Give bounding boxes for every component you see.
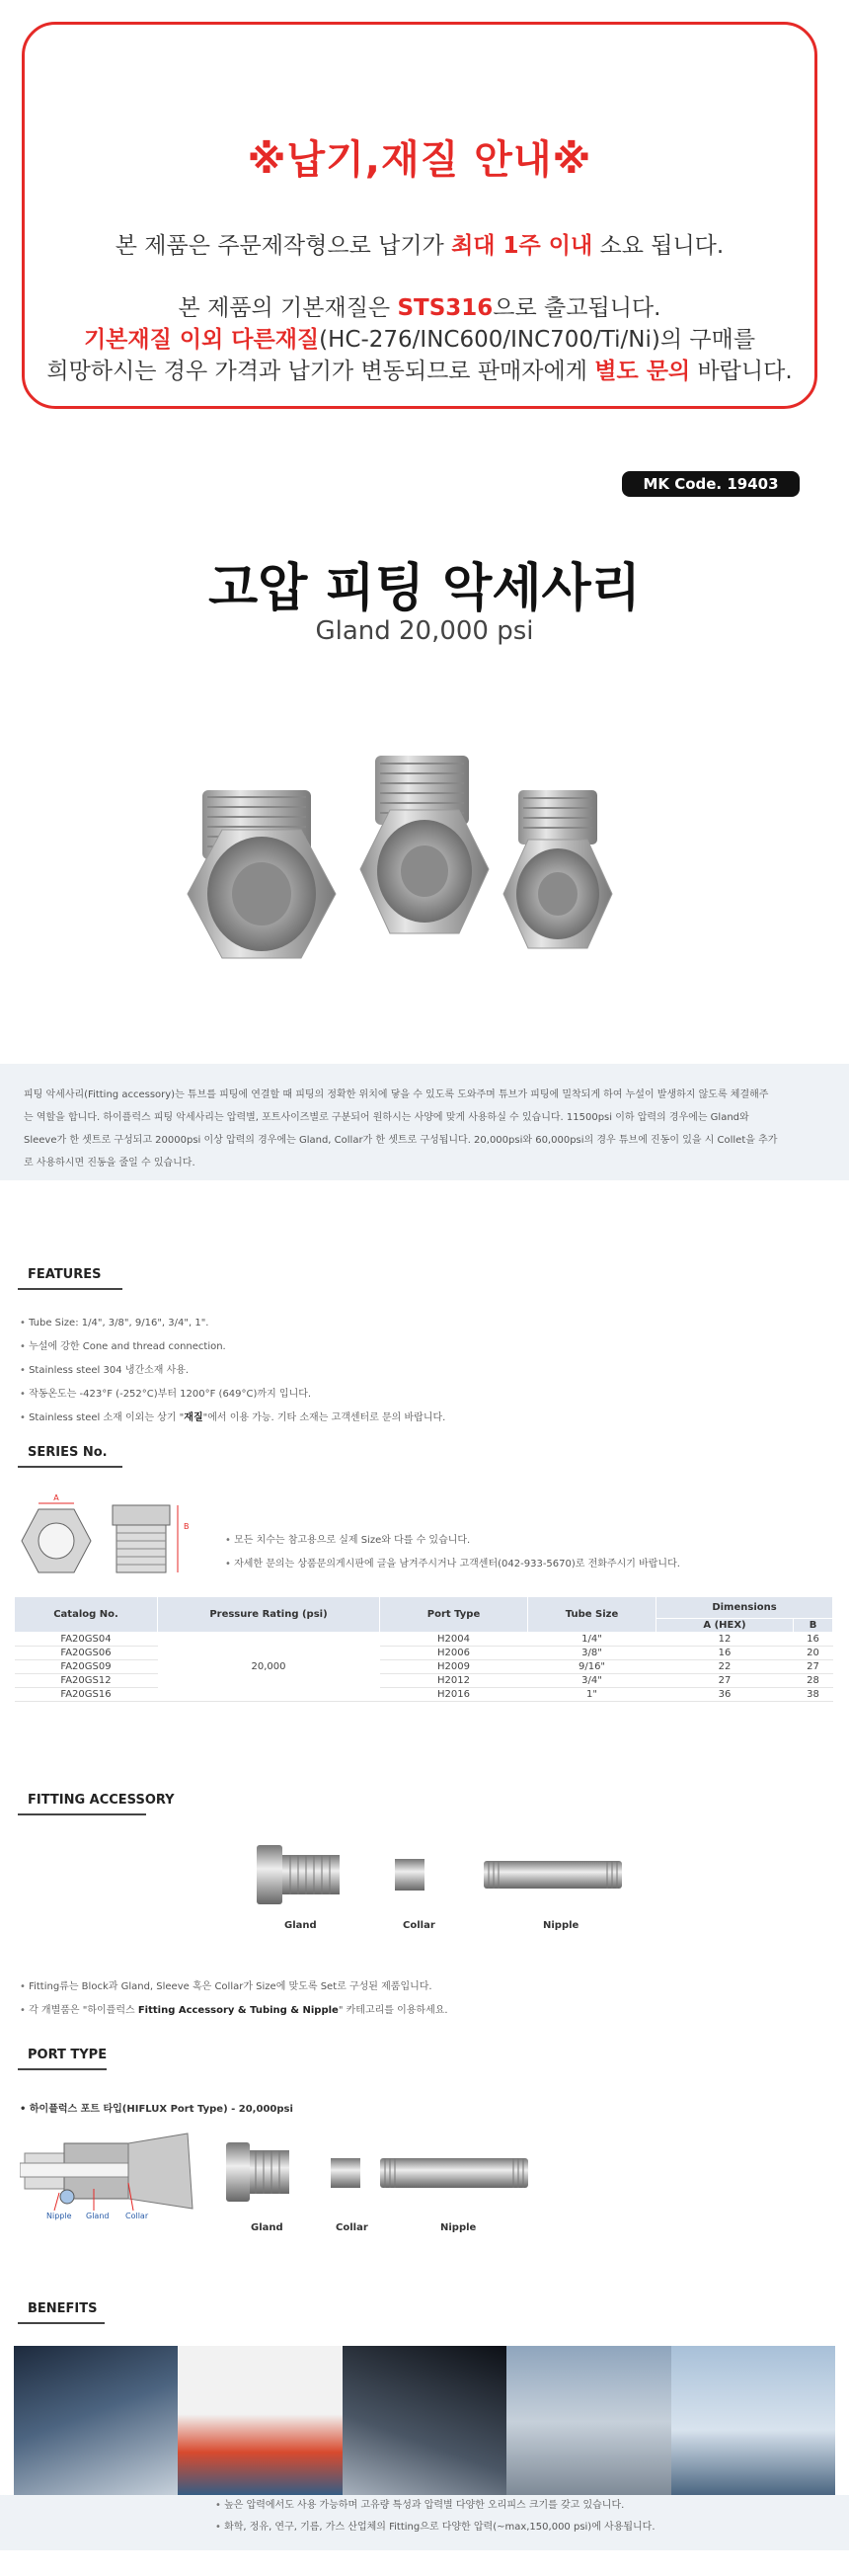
table-row: FA20GS16 H2016 1" 36 38 bbox=[15, 1688, 833, 1702]
series-table bbox=[14, 1596, 833, 1702]
accessory-caption-collar: Collar bbox=[403, 1920, 435, 1931]
plant-photo bbox=[506, 2346, 670, 2498]
oil-rig-photo bbox=[671, 2346, 835, 2498]
col-pressure: Pressure Rating (psi) bbox=[158, 1597, 380, 1633]
collar-part bbox=[395, 1859, 424, 1891]
mk-code-badge: MK Code. 19403 bbox=[622, 471, 800, 497]
list-item: • 누설에 강한 Cone and thread connection. bbox=[20, 1335, 445, 1359]
port-parts-illustration bbox=[222, 2138, 538, 2217]
gland-dimension-drawing bbox=[14, 1491, 192, 1590]
notice-title: ※납기,재질 안내※ bbox=[247, 137, 592, 183]
list-item: • 높은 압력에서도 사용 가능하며 고유량 특성과 압력별 다양한 오리피스 크기를 갖고 있습니다. bbox=[215, 2495, 656, 2517]
notice-line-1: 본 제품은 주문제작형으로 납기가 최대 1주 이내 소요 됩니다. bbox=[115, 233, 725, 259]
list-item: • 각 개별품은 "하이플럭스 Fitting Accessory & Tubing & Nipple" 카테고리를 이용하세요. bbox=[20, 1999, 448, 2023]
gland-part bbox=[226, 2142, 289, 2202]
intro-paragraph: 피팅 악세사리(Fitting accessory)는 튜브를 피팅에 연결할 때 피팅의 정확한 위치에 닿을 수 있도록 도와주며 튜브가 피팅에 밀착되게 하여 누설이 발생하지 않도록 체결해주 는 역할을 합니다. 하이플럭스 피팅 악세사리는 압력별, 포트사이즈별로 구분되어 원하시는 사양에 맞게 사용하실 수 있습니다. 11500psi 이하 압력의 경우에는 Gland와 Sleeve가 한 셋트로 구성되고 20000psi 이상 압력의 경우에는 Gland, Collar가 한 셋트로 구성됩니다. 20,000psi와 60,000psi의 경우 튜브에 진동이 있을 시 Collet을 추가 로 사용하시면 진동을 줄일 수 있습니다. bbox=[0, 1064, 849, 1180]
col-port: Port Type bbox=[380, 1597, 528, 1633]
notice-line-2: 본 제품의 기본재질은 STS316으로 출고됩니다. bbox=[178, 295, 661, 321]
gland-medium bbox=[360, 756, 489, 933]
benefits-heading: BENEFITS bbox=[28, 2301, 98, 2316]
accessory-heading: FITTING ACCESSORY bbox=[28, 1793, 175, 1808]
table-row: FA20GS12 H2012 3/4" 27 28 bbox=[15, 1674, 833, 1688]
accessory-notes bbox=[20, 1975, 448, 2023]
page-subtitle: Gland 20,000 psi bbox=[315, 616, 534, 646]
port-rule bbox=[18, 2068, 107, 2070]
benefits-rule bbox=[18, 2322, 105, 2324]
port-caption-nipple: Nipple bbox=[440, 2222, 477, 2233]
port-section-drawing bbox=[20, 2124, 207, 2222]
accessory-caption-gland: Gland bbox=[284, 1920, 317, 1931]
features-heading: FEATURES bbox=[28, 1267, 102, 1282]
dimension-b-label: B bbox=[184, 1522, 190, 1531]
page-title: 고압 피팅 악세사리 bbox=[207, 559, 642, 618]
series-notes bbox=[225, 1529, 680, 1576]
port-heading: PORT TYPE bbox=[28, 2048, 108, 2062]
notice-line-4: 희망하시는 경우 가격과 납기가 변동되므로 판매자에게 별도 문의 바랍니다. bbox=[46, 359, 793, 384]
port-caption-gland: Gland bbox=[251, 2222, 283, 2233]
notice-line-3: 기본재질 이외 다른재질(HC-276/INC600/INC700/Ti/Ni)의 구매를 bbox=[83, 327, 756, 353]
list-item: • Stainless steel 소재 이외는 상기 "재질"에서 이용 가능. 기타 소재는 고객센터로 문의 바랍니다. bbox=[20, 1407, 445, 1430]
col-dimensions: Dimensions bbox=[656, 1597, 833, 1619]
list-item: • Tube Size: 1/4", 3/8", 9/16", 3/4", 1". bbox=[20, 1312, 445, 1335]
list-item: • 작동온도는 -423°F (-252°C)부터 1200°F (649°C)까지 입니다. bbox=[20, 1383, 445, 1407]
features-list bbox=[20, 1312, 445, 1430]
col-b: B bbox=[794, 1619, 833, 1633]
table-row: FA20GS06 H2006 3/8" 16 20 bbox=[15, 1647, 833, 1660]
pressure-cell: 20,000 bbox=[158, 1633, 380, 1702]
nipple-part bbox=[380, 2158, 528, 2188]
dimension-a-label: A bbox=[53, 1493, 59, 1502]
port-caption-collar: Collar bbox=[336, 2222, 368, 2233]
table-row: FA20GS09 H2009 9/16" 22 27 bbox=[15, 1660, 833, 1674]
chemistry-photo bbox=[178, 2346, 342, 2498]
port-label-collar: Collar bbox=[125, 2212, 149, 2220]
col-tube: Tube Size bbox=[528, 1597, 656, 1633]
splash-photo bbox=[343, 2346, 506, 2498]
gland-large bbox=[188, 790, 336, 958]
list-item: • 화학, 정유, 연구, 기름, 가스 산업체의 Fitting으로 다양한 압력(~max,150,000 psi)에 사용됩니다. bbox=[215, 2517, 656, 2538]
port-label-nipple: Nipple bbox=[46, 2212, 72, 2220]
accessory-caption-nipple: Nipple bbox=[543, 1920, 579, 1931]
col-catalog: Catalog No. bbox=[15, 1597, 158, 1633]
port-label-gland: Gland bbox=[86, 2212, 110, 2220]
accessory-illustration bbox=[247, 1837, 642, 1916]
lab-photo bbox=[14, 2346, 178, 2498]
col-a: A (HEX) bbox=[656, 1619, 794, 1633]
benefits-photo-strip bbox=[14, 2346, 835, 2498]
collar-part bbox=[331, 2158, 360, 2188]
table-row: FA20GS04 20,000 H2004 1/4" 12 16 bbox=[15, 1633, 833, 1647]
list-item: • 모든 치수는 참고용으로 실제 Size와 다를 수 있습니다. bbox=[225, 1529, 680, 1553]
product-photo bbox=[178, 736, 671, 1003]
gland-part bbox=[257, 1845, 340, 1904]
series-rule bbox=[18, 1466, 122, 1468]
nipple-part bbox=[484, 1861, 622, 1889]
notice-box bbox=[22, 22, 817, 409]
series-heading: SERIES No. bbox=[28, 1445, 108, 1460]
accessory-rule bbox=[18, 1813, 146, 1815]
features-rule bbox=[18, 1288, 122, 1290]
port-type-heading: • 하이플럭스 포트 타입(HIFLUX Port Type) - 20,000psi bbox=[20, 2104, 293, 2115]
list-item: • Fitting류는 Block과 Gland, Sleeve 혹은 Collar가 Size에 맞도록 Set로 구성된 제품입니다. bbox=[20, 1975, 448, 1999]
benefits-list bbox=[215, 2495, 656, 2538]
list-item: • Stainless steel 304 냉간소재 사용. bbox=[20, 1359, 445, 1383]
list-item: • 자세한 문의는 상품문의게시판에 글을 남겨주시거나 고객센터(042-933-5670)로 전화주시기 바랍니다. bbox=[225, 1553, 680, 1576]
gland-small bbox=[503, 790, 612, 948]
